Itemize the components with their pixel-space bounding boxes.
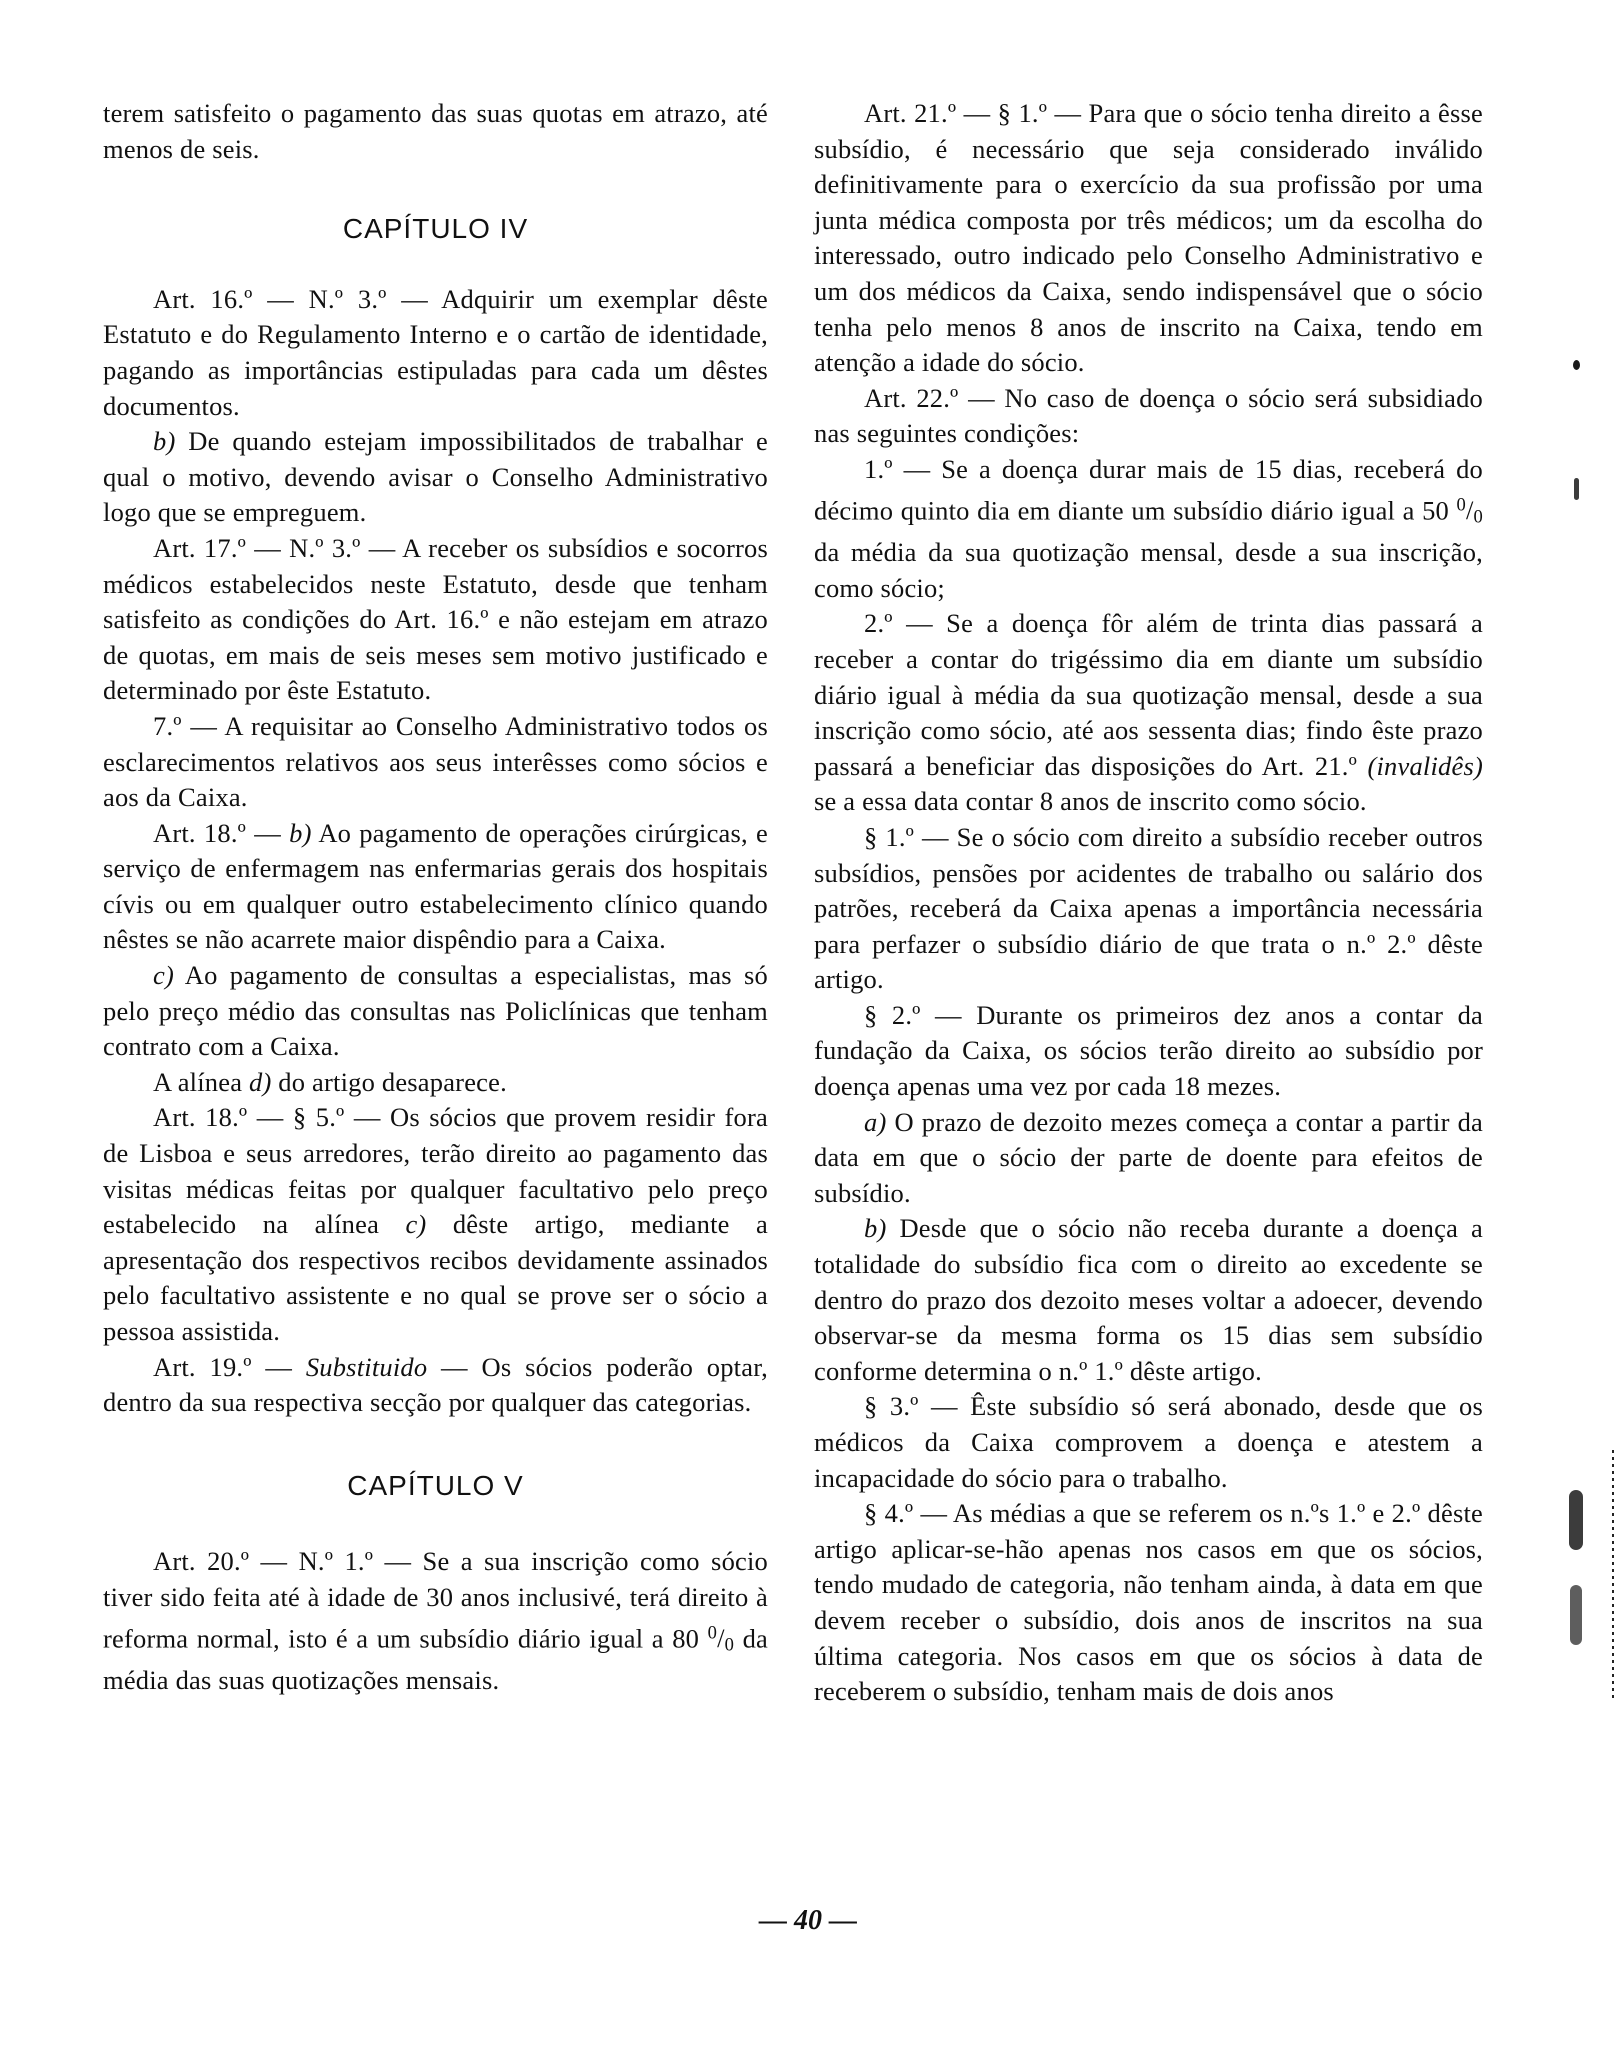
article-18-section-5 [103, 1100, 768, 1349]
item-text: Ao pagamento de consultas a especialistas, mas só pelo preço médio das consultas nas Policlínicas que tenham contrato com a Caixa. [103, 960, 768, 1062]
item-text: Ao pagamento de operações cirúrgicas, e serviço de enfermagem nas enfermarias gerais dos hospitais cívis ou em qualquer outro estabelecimento clínico quando nêstes se não acarrete maior dispêndio para a Caixa. [103, 817, 768, 955]
item-label: b) [864, 1213, 887, 1244]
article-text: Art. 20.º — N.º 1.º — Se a sua inscrição como sócio tiver sido feita até à idade de 30 anos inclusivé, terá direito à reforma normal, isto é a um subsídio diário igual a 80 [103, 1546, 768, 1653]
section-text-cont: dêste artigo, mediante a apresentação dos respectivos recibos devidamente assinados pelo facultativo assistente e no qual se prove ser o sócio a pessoa assistida. [103, 1209, 768, 1346]
scan-artifact-mark [1573, 360, 1580, 370]
chapter-heading-v: CAPÍTULO V [347, 1469, 524, 1501]
item-label: d) [249, 1066, 272, 1097]
article-18-item-b [103, 816, 768, 958]
article-17-paragraph: Art. 17.º — N.º 3.º — A receber os subsídios e socorros médicos estabelecidos neste Estatuto, desde que tenham satisfeito as condições do Art. 16.º e não estejam em atrazo de quotas, em mais de seis meses sem motivo justificado e determinado por êste Estatuto. [103, 532, 768, 706]
scan-artifact-mark [1569, 1490, 1583, 1550]
article-19-paragraph [103, 1350, 768, 1421]
article-text: — Os sócios poderão optar, dentro da sua respectiva secção por qualquer das categorias. [103, 1351, 768, 1418]
item-text: 1.º — Se a doença durar mais de 15 dias, receberá do décimo quinto dia em diante um subsídio diário igual a 50 [814, 453, 1483, 525]
page-number: — 40 — [759, 1905, 857, 1936]
article-22-item-2 [814, 606, 1483, 820]
item-prefix: A alínea [153, 1066, 249, 1097]
item-text: O prazo de dezoito mezes começa a contar a partir da data em que o sócio der parte de doente para efeitos de subsídio. [814, 1106, 1483, 1208]
item-label: a) [864, 1106, 887, 1137]
article-17-item-7: 7.º — A requisitar ao Conselho Administrativo todos os esclarecimentos relativos aos seus interêsses como sócios e aos da Caixa. [103, 710, 768, 813]
article-22-section-2-item-a [814, 1105, 1483, 1212]
article-22-section-4: § 4.º — As médias a que se referem os n.ºs 1.º e 2.º dêste artigo aplicar-se-hão apenas nos casos em que os sócios, tendo mudado de categoria, não tenham ainda, à data em que devem receber o subsídio, dois anos de inscritos na sua última categoria. Nos casos em que os sócios à data de receberem o subsídio, tenham mais de dois anos [814, 1498, 1483, 1707]
section-text: Art. 18.º — § 5.º — Os sócios que provem residir fora de Lisboa e seus arredores, terão direito ao pagamento das visitas médicas feitas por qualquer facultativo pelo preço estabelecido na alínea [103, 1102, 768, 1240]
item-label: c) [153, 960, 174, 991]
item-text: do artigo desaparece. [271, 1066, 507, 1097]
item-label: b) [153, 426, 176, 457]
left-column [103, 96, 768, 1699]
percent-sign: $^0/_0$ [1456, 494, 1483, 528]
article-21-paragraph: Art. 21.º — § 1.º — Para que o sócio tenha direito a êsse subsídio, é necessário que seja considerado inválido definitivamente para o exercício da sua profissão por uma junta médica composta por três médicos; um da escolha do interessado, outro indicado pelo Conselho Administrativo e um dos médicos da Caixa, sendo indispensável que o sócio tenha pelo menos 8 anos de inscrito na Caixa, tendo em atenção a idade do sócio. [814, 98, 1483, 378]
article-prefix: Art. 19.º — [153, 1351, 306, 1382]
item-text: Desde que o sócio não receba durante a doença a totalidade do subsídio fica com o direito ao excedente se dentro do prazo dos dezoito meses voltar a adoecer, devendo observar-se da mesma forma os 15 dias sem subsídio conforme determina o n.º 1.º dêste artigo. [814, 1213, 1483, 1386]
article-20-paragraph [103, 1544, 768, 1698]
article-16-item-b [103, 424, 768, 531]
item-label: b) [289, 817, 312, 848]
substituted-label: Substituido [305, 1351, 428, 1382]
scan-edge-line [1612, 1450, 1614, 1700]
article-16-paragraph: Art. 16.º — N.º 3.º — Adquirir um exemplar dêste Estatuto e do Regulamento Interno e o cartão de identidade, pagando as importâncias estipuladas para cada um dêstes documentos. [103, 283, 768, 421]
article-18-item-d [103, 1065, 768, 1101]
article-22-section-1: § 1.º — Se o sócio com direito a subsídio receber outros subsídios, pensões por acidentes de trabalho ou salário dos patrões, receberá da Caixa apenas a importância necessária para perfazer o subsídio diário de que trata o n.º 2.º dêste artigo. [814, 821, 1483, 995]
article-18-item-c [103, 958, 768, 1065]
item-label: c) [405, 1209, 427, 1240]
item-text-cont: se a essa data contar 8 anos de inscrito como sócio. [814, 786, 1367, 817]
invalidity-label: (invalidês) [1367, 750, 1483, 781]
article-22-section-2-item-b [814, 1211, 1483, 1389]
scan-artifact-mark [1570, 1585, 1582, 1645]
item-text-cont: da média da sua quotização mensal, desde a sua inscrição, como sócio; [814, 537, 1483, 603]
continuation-paragraph: terem satisfeito o pagamento das suas quotas em atrazo, até menos de seis. [103, 98, 768, 164]
article-22-section-3: § 3.º — Êste subsídio só será abonado, desde que os médicos da Caixa comprovem a doença e atestem a incapacidade do sócio para o trabalho. [814, 1391, 1483, 1493]
scan-artifact-mark [1574, 478, 1579, 500]
article-22-paragraph: Art. 22.º — No caso de doença o sócio será subsidiado nas seguintes condições: [814, 382, 1483, 449]
article-prefix: Art. 18.º — [153, 817, 290, 848]
chapter-heading-iv: CAPÍTULO IV [342, 213, 529, 245]
percent-sign: $^0/_0$ [707, 1622, 735, 1656]
article-22-section-2: § 2.º — Durante os primeiros dez anos a contar da fundação da Caixa, os sócios terão direito ao subsídio por doença apenas uma vez por cada 18 mezes. [814, 999, 1483, 1102]
item-text: De quando estejam impossibilitados de trabalhar e qual o motivo, devendo avisar o Conselho Administrativo logo que se empreguem. [103, 426, 768, 528]
article-text-cont: da média das suas quotizações mensais. [103, 1622, 768, 1696]
item-text: 2.º — Se a doença fôr além de trinta dias passará a receber a contar do trigéssimo dia em diante um subsídio diário igual à média da sua quotização mensal, desde a sua inscrição como sócio, até aos sessenta dias; findo êste prazo passará a beneficiar das disposições do Art. 21.º [814, 608, 1483, 781]
article-22-item-1 [814, 452, 1483, 606]
right-column [814, 96, 1483, 1710]
